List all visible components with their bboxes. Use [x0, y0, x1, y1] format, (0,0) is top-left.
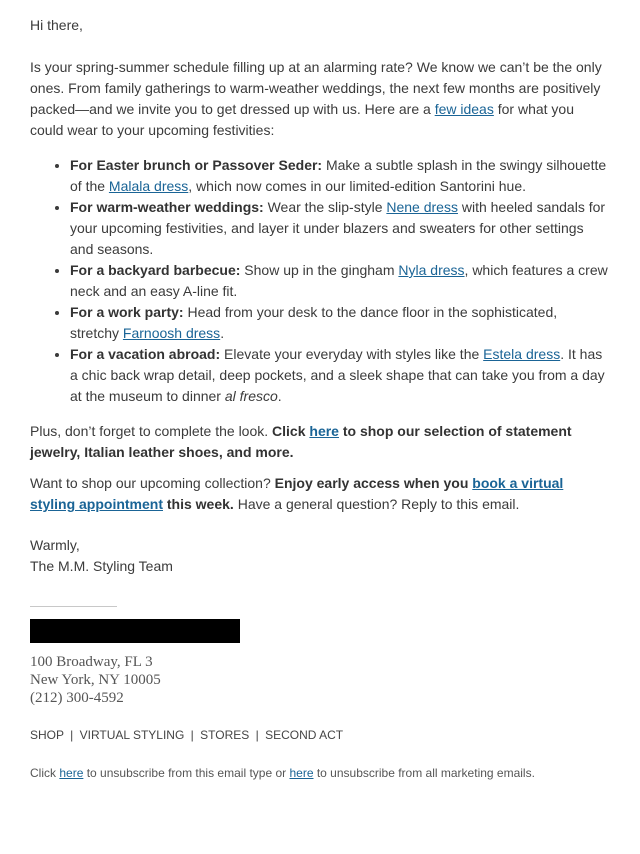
address-line: New York, NY 10005	[30, 672, 161, 688]
list-item-text: .	[277, 388, 282, 404]
footer-separator: |	[255, 728, 259, 742]
plus-bold: Click	[272, 423, 310, 439]
greeting: Hi there,	[30, 17, 83, 33]
list-item-text: Head from your desk to the dance floor in the sophisticated, stretchy	[70, 304, 558, 341]
list-item-lead: For warm-weather weddings:	[70, 199, 264, 215]
nene-dress-link[interactable]: Nene dress	[386, 199, 458, 215]
unsubscribe-type-link[interactable]: here	[59, 766, 84, 780]
estela-dress-link[interactable]: Estela dress	[483, 346, 561, 362]
list-item-text: with heeled sandals for your upcoming festivities, and layer it under blazers and sweaters for other settings and seasons.	[70, 199, 606, 257]
list-item-text: , which now comes in our limited-edition Santorini hue.	[188, 178, 527, 194]
plus-text: Plus, don’t forget to complete the look.	[30, 423, 273, 439]
unsubscribe-all-link[interactable]: here	[289, 766, 314, 780]
want-text-end: Have a general question? Reply to this email.	[233, 496, 520, 512]
outfit-list	[30, 155, 610, 407]
list-item-text: Show up in the gingham	[240, 262, 399, 278]
footer-stores-link[interactable]: STORES	[200, 728, 250, 742]
list-item-italic: al fresco	[224, 388, 278, 404]
list-item-lead: For Easter brunch or Passover Seder:	[70, 157, 323, 173]
list-item-text: . It has a chic back wrap detail, deep pockets, and a sleek shape that can take you from a day at the museum to dinner	[70, 346, 605, 404]
nyla-dress-link[interactable]: Nyla dress	[398, 262, 465, 278]
address-line: 100 Broadway, FL 3	[30, 654, 153, 670]
unsubscribe-text: to unsubscribe from this email type or	[83, 766, 290, 780]
footer-virtual-styling-link[interactable]: VIRTUAL STYLING	[79, 728, 185, 742]
list-item	[70, 344, 610, 407]
footer-shop-link[interactable]: SHOP	[30, 728, 64, 742]
footer-separator: |	[70, 728, 74, 742]
address-block	[30, 653, 161, 707]
farnoosh-dress-link[interactable]: Farnoosh dress	[122, 325, 221, 341]
list-item-lead: For a vacation abroad:	[70, 346, 221, 362]
book-appointment-link[interactable]: book a virtual styling appointment	[30, 475, 564, 512]
list-item-text: Wear the slip-style	[263, 199, 387, 215]
footer-separator: |	[190, 728, 194, 742]
intro-text-end: for what you could wear to your upcoming festivities:	[30, 101, 574, 138]
list-item-text: .	[220, 325, 225, 341]
intro-paragraph	[30, 57, 610, 141]
footer-second-act-link[interactable]: SECOND ACT	[265, 728, 344, 742]
list-item-text: Elevate your everyday with styles like the	[220, 346, 484, 362]
plus-bold-end: to shop our selection of statement jewelry, Italian leather shoes, and more.	[30, 423, 572, 460]
collection-paragraph	[30, 473, 610, 515]
shop-here-link[interactable]: here	[309, 423, 339, 439]
want-bold-end: this week.	[163, 496, 234, 512]
list-item	[70, 260, 610, 302]
list-item	[70, 302, 610, 344]
signoff-line: Warmly,	[30, 537, 80, 553]
list-item-text: , which features a crew neck and an easy A-line fit.	[70, 262, 608, 299]
few-ideas-link[interactable]: few ideas	[434, 101, 494, 117]
divider	[30, 606, 117, 607]
list-item	[70, 197, 610, 260]
want-bold: Enjoy early access when you	[274, 475, 473, 491]
list-item-lead: For a backyard barbecue:	[70, 262, 241, 278]
list-item-lead: For a work party:	[70, 304, 184, 320]
list-item	[70, 155, 610, 197]
want-text: Want to shop our upcoming collection?	[30, 475, 275, 491]
list-item-text: Make a subtle splash in the swingy silhouette of the	[70, 157, 607, 194]
footer-nav	[30, 728, 343, 742]
unsubscribe-text: to unsubscribe from all marketing emails.	[313, 766, 535, 780]
intro-text: Is your spring-summer schedule filling up at an alarming rate? We know we can’t be the only ones. From family gatherings to warm-weather weddings, the next few months are positively packed—and we invite you to get dressed up with us. Here are a	[30, 59, 602, 117]
unsubscribe-line	[30, 766, 535, 780]
plus-paragraph	[30, 421, 610, 463]
unsubscribe-text: Click	[30, 766, 60, 780]
signoff-team: The M.M. Styling Team	[30, 558, 173, 574]
malala-dress-link[interactable]: Malala dress	[108, 178, 189, 194]
brand-logo-redacted	[30, 619, 240, 643]
phone-number: (212) 300-4592	[30, 690, 124, 706]
